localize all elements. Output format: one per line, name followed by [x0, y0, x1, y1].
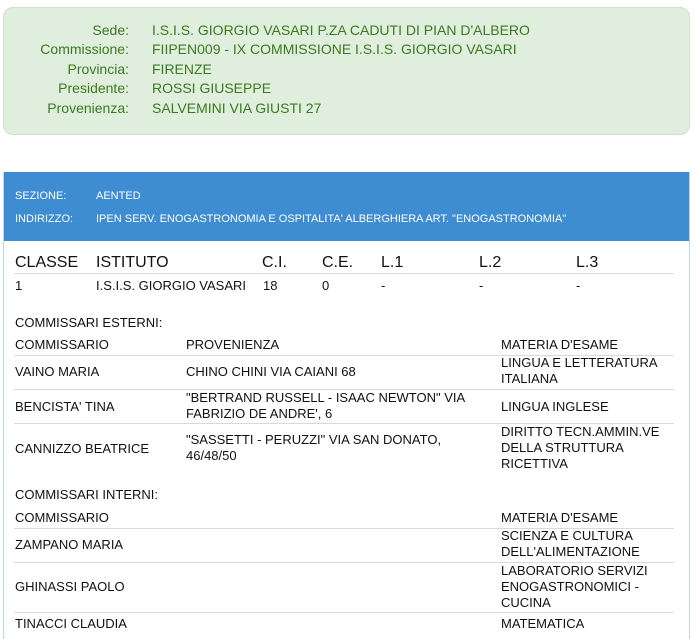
commission-info-box [3, 7, 690, 135]
divider [14, 273, 674, 274]
info-row-provincia [4, 61, 689, 79]
int-commissario-header: COMMISSARIO [15, 510, 109, 525]
info-row-provenienza [4, 100, 689, 118]
materia-cell: LINGUA E LETTERATURA ITALIANA [501, 355, 657, 386]
col-ci-header: C.I. [262, 254, 287, 271]
indirizzo-label: INDIRIZZO: [15, 213, 74, 225]
materia-cell: SCIENZA E CULTURA DELL'ALIMENTAZIONE [501, 528, 640, 559]
commissario-cell: VAINO MARIA [15, 364, 100, 379]
indirizzo-value: IPEN SERV. ENOGASTRONOMIA E OSPITALITA' ALBERGHIERA ART. "ENOGASTRONOMIA" [96, 213, 567, 225]
col-istituto-header: ISTITUTO [96, 254, 169, 271]
section-panel [3, 172, 690, 639]
provenienza-label: Provenienza: [47, 100, 129, 116]
int-materia-header: MATERIA D'ESAME [501, 510, 619, 525]
l2-cell: - [479, 278, 484, 293]
info-row-commissione [4, 41, 689, 59]
commissione-label: Commissione: [40, 41, 129, 57]
sezione-label: SEZIONE: [15, 190, 67, 202]
ext-commissario-header: COMMISSARIO [15, 337, 109, 352]
col-l1-header: L.1 [381, 254, 404, 271]
info-row-sede [4, 22, 689, 40]
ext-materia-header: MATERIA D'ESAME [501, 337, 619, 352]
provenienza-cell: "SASSETTI - PERUZZI" VIA SAN DONATO, 46/48/50 [186, 432, 442, 463]
ci-cell: 18 [263, 278, 278, 293]
ce-cell: 0 [322, 278, 330, 293]
presidente-label: Presidente: [58, 80, 129, 96]
commissario-cell: CANNIZZO BEATRICE [15, 441, 150, 456]
l3-cell: - [576, 278, 581, 293]
ext-provenienza-header: PROVENIENZA [186, 337, 280, 352]
sede-value: I.S.I.S. GIORGIO VASARI P.ZA CADUTI DI PIAN D'ALBERO [152, 22, 530, 38]
info-row-presidente [4, 80, 689, 98]
internal-title: COMMISSARI INTERNI: [15, 487, 159, 502]
col-ce-header: C.E. [322, 254, 354, 271]
sezione-value: AENTED [96, 190, 141, 202]
commissario-cell: TINACCI CLAUDIA [15, 616, 127, 631]
col-l2-header: L.2 [479, 254, 502, 271]
commissario-cell: GHINASSI PAOLO [15, 579, 125, 594]
istituto-cell: I.S.I.S. GIORGIO VASARI [96, 278, 247, 293]
sede-label: Sede: [92, 22, 129, 38]
provenienza-cell: "BERTRAND RUSSELL - ISAAC NEWTON" VIA FABRIZIO DE ANDRE', 6 [186, 390, 465, 421]
materia-cell: LABORATORIO SERVIZI ENOGASTRONOMICI - CUCINA [501, 563, 648, 610]
materia-cell: LINGUA INGLESE [501, 399, 609, 414]
provincia-label: Provincia: [67, 61, 129, 77]
external-title: COMMISSARI ESTERNI: [15, 315, 163, 330]
commissario-cell: BENCISTA' TINA [15, 399, 115, 414]
commissario-cell: ZAMPANO MARIA [15, 537, 124, 552]
provincia-value: FIRENZE [152, 61, 212, 77]
materia-cell: MATEMATICA [501, 616, 585, 631]
commissione-value: FIIPEN009 - IX COMMISSIONE I.S.I.S. GIORGIO VASARI [152, 41, 517, 57]
col-l3-header: L.3 [576, 254, 599, 271]
divider [14, 612, 674, 613]
classe-cell: 1 [15, 278, 23, 293]
section-header [4, 172, 689, 241]
presidente-value: ROSSI GIUSEPPE [152, 80, 272, 96]
l1-cell: - [381, 278, 386, 293]
provenienza-cell: CHINO CHINI VIA CAIANI 68 [186, 364, 356, 379]
materia-cell: DIRITTO TECN.AMMIN.VE DELLA STRUTTURA RICETTIVA [501, 424, 660, 471]
provenienza-value: SALVEMINI VIA GIUSTI 27 [152, 100, 322, 116]
col-classe-header: CLASSE [15, 254, 79, 271]
